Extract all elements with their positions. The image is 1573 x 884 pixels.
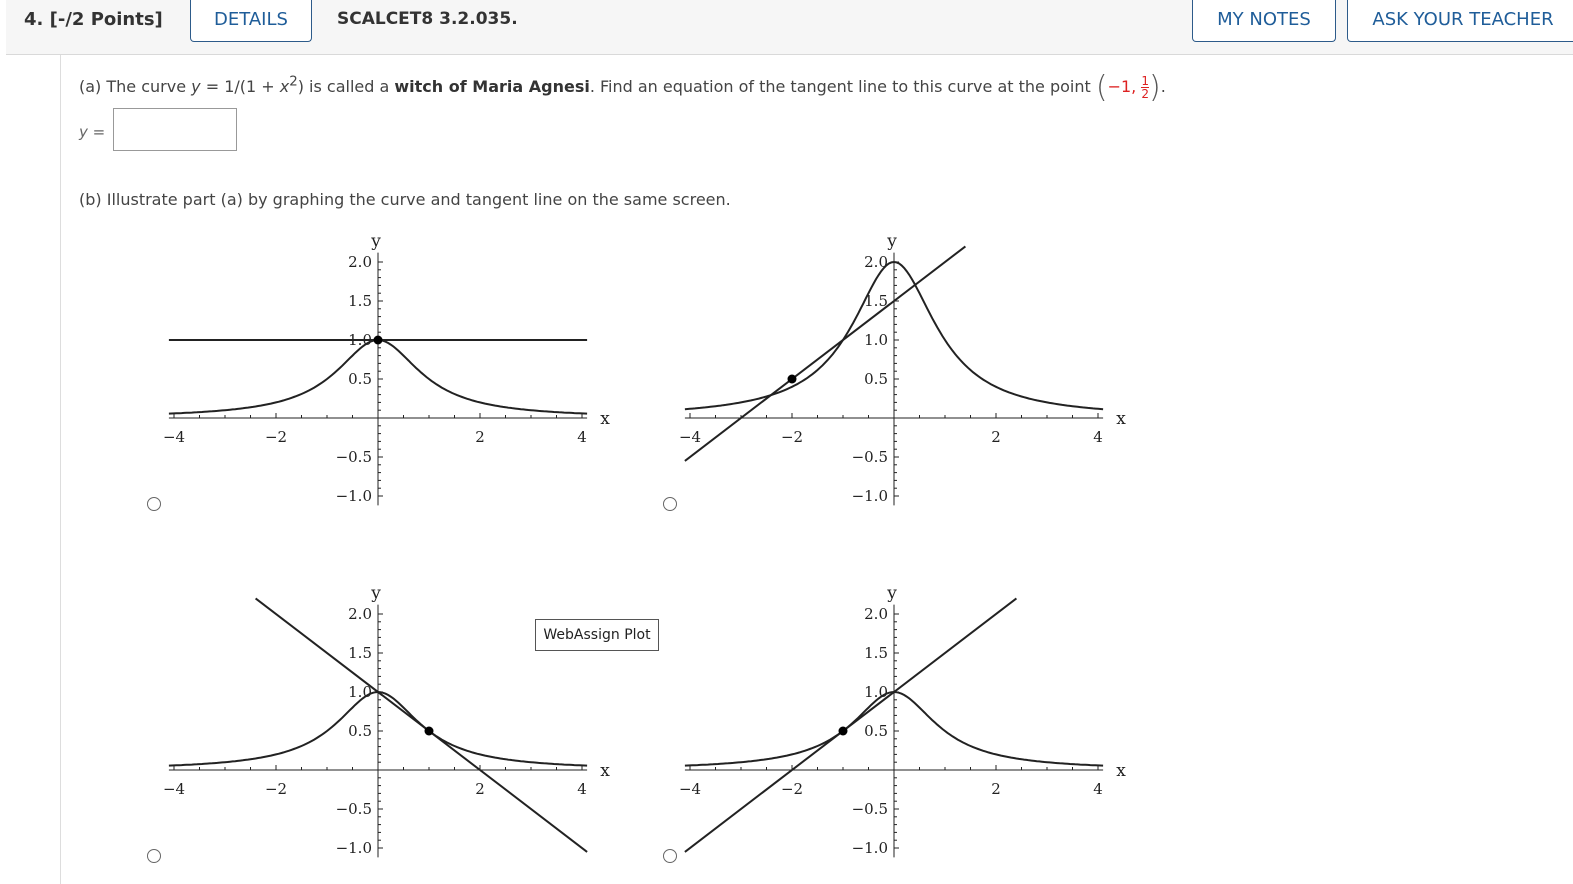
part-a-suffix: . Find an equation of the tangent line to this curve at the point: [589, 77, 1096, 96]
x-tick-label: 4: [1093, 428, 1103, 446]
y-tick-label: 2.0: [864, 253, 888, 271]
y-tick-label: −0.5: [851, 448, 888, 466]
x-tick-label: 4: [577, 428, 587, 446]
y-tick-label: 1.0: [864, 331, 888, 349]
details-button[interactable]: DETAILS: [190, 0, 312, 42]
graph-option-2: [666, 220, 1146, 520]
x-tick-label: −2: [264, 780, 288, 798]
x-tick-label: 2: [475, 428, 485, 446]
y-tick-label: 1.5: [864, 292, 888, 310]
graph-option-3: [150, 572, 630, 872]
y-axis-label: y: [371, 231, 381, 252]
x-tick-label: −2: [780, 428, 804, 446]
x-tick-label: −2: [780, 780, 804, 798]
content-left-border: [60, 55, 61, 884]
plot-4: [679, 584, 1126, 858]
tangent-point: [374, 336, 383, 345]
x-tick-label: −4: [162, 428, 186, 446]
y-tick-label: −1.0: [851, 487, 888, 505]
y-tick-label: −0.5: [851, 800, 888, 818]
tangent-line: [685, 246, 966, 461]
point-x: −1,: [1107, 77, 1137, 96]
point-y-fraction: $\frac{1}{2}$: [1141, 74, 1149, 101]
part-a-mid: is called a: [303, 77, 395, 96]
radio-option-3[interactable]: [147, 849, 161, 863]
radio-option-4[interactable]: [663, 849, 677, 863]
graph-option-1: [150, 220, 630, 520]
x-axis-label: x: [1116, 761, 1126, 781]
question-header: [6, 0, 1573, 55]
y-tick-label: 0.5: [348, 722, 372, 740]
y-tick-label: 1.0: [864, 683, 888, 701]
y-tick-label: 0.5: [864, 370, 888, 388]
tangent-point: [839, 727, 848, 736]
my-notes-button[interactable]: MY NOTES: [1192, 0, 1336, 42]
graph-option-4: [666, 572, 1146, 872]
x-tick-label: −4: [678, 428, 702, 446]
part-b-instruction: (b) Illustrate part (a) by graphing the curve and tangent line on the same screen.: [79, 190, 731, 209]
x-tick-label: 2: [991, 780, 1001, 798]
plot-2: [679, 232, 1126, 506]
y-axis-label: y: [371, 583, 381, 604]
y-tick-label: 1.0: [348, 331, 372, 349]
y-tick-label: 1.5: [348, 644, 372, 662]
x-tick-label: −2: [264, 428, 288, 446]
curve-equation: $y = 1/(1 + x^2)$: [191, 74, 304, 96]
x-tick-label: 4: [1093, 780, 1103, 798]
witch-term: witch of Maria Agnesi: [394, 77, 590, 96]
y-axis-label: y: [887, 231, 897, 252]
radio-option-1[interactable]: [147, 497, 161, 511]
ask-teacher-button[interactable]: ASK YOUR TEACHER: [1347, 0, 1573, 42]
x-tick-label: −4: [678, 780, 702, 798]
y-tick-label: 0.5: [348, 370, 372, 388]
webassign-plot-tooltip: WebAssign Plot: [535, 619, 659, 651]
y-tick-label: −1.0: [335, 839, 372, 857]
y-tick-label: 1.5: [864, 644, 888, 662]
x-tick-label: 4: [577, 780, 587, 798]
y-tick-label: 2.0: [348, 253, 372, 271]
radio-option-2[interactable]: [663, 497, 677, 511]
y-tick-label: −1.0: [851, 839, 888, 857]
part-a-prefix: (a) The curve: [79, 77, 192, 96]
answer-label: y =: [79, 123, 106, 141]
y-tick-label: −0.5: [335, 800, 372, 818]
y-tick-label: −1.0: [335, 487, 372, 505]
part-a-text: (a) The curve $y = 1/(1 + x^2)$ is called a witch of Maria Agnesi. Find an equation of the tangent line to this curve at the point (−1, $\frac{1}{2}$ ).: [79, 70, 1166, 105]
x-axis-label: x: [600, 409, 610, 429]
problem-code: SCALCET8 3.2.035.: [337, 9, 518, 29]
y-tick-label: 1.5: [348, 292, 372, 310]
y-tick-label: −0.5: [335, 448, 372, 466]
y-tick-label: 2.0: [864, 605, 888, 623]
tangent-answer-input[interactable]: [113, 108, 237, 151]
question-number: 4. [-/2 Points]: [24, 9, 163, 30]
x-tick-label: −4: [162, 780, 186, 798]
y-axis-label: y: [887, 583, 897, 604]
y-tick-label: 1.0: [348, 683, 372, 701]
x-tick-label: 2: [991, 428, 1001, 446]
x-axis-label: x: [600, 761, 610, 781]
tangent-point: [788, 375, 797, 384]
x-axis-label: x: [1116, 409, 1126, 429]
y-tick-label: 2.0: [348, 605, 372, 623]
x-tick-label: 2: [475, 780, 485, 798]
y-tick-label: 0.5: [864, 722, 888, 740]
tangent-point: [425, 727, 434, 736]
plot-1: [163, 232, 610, 506]
